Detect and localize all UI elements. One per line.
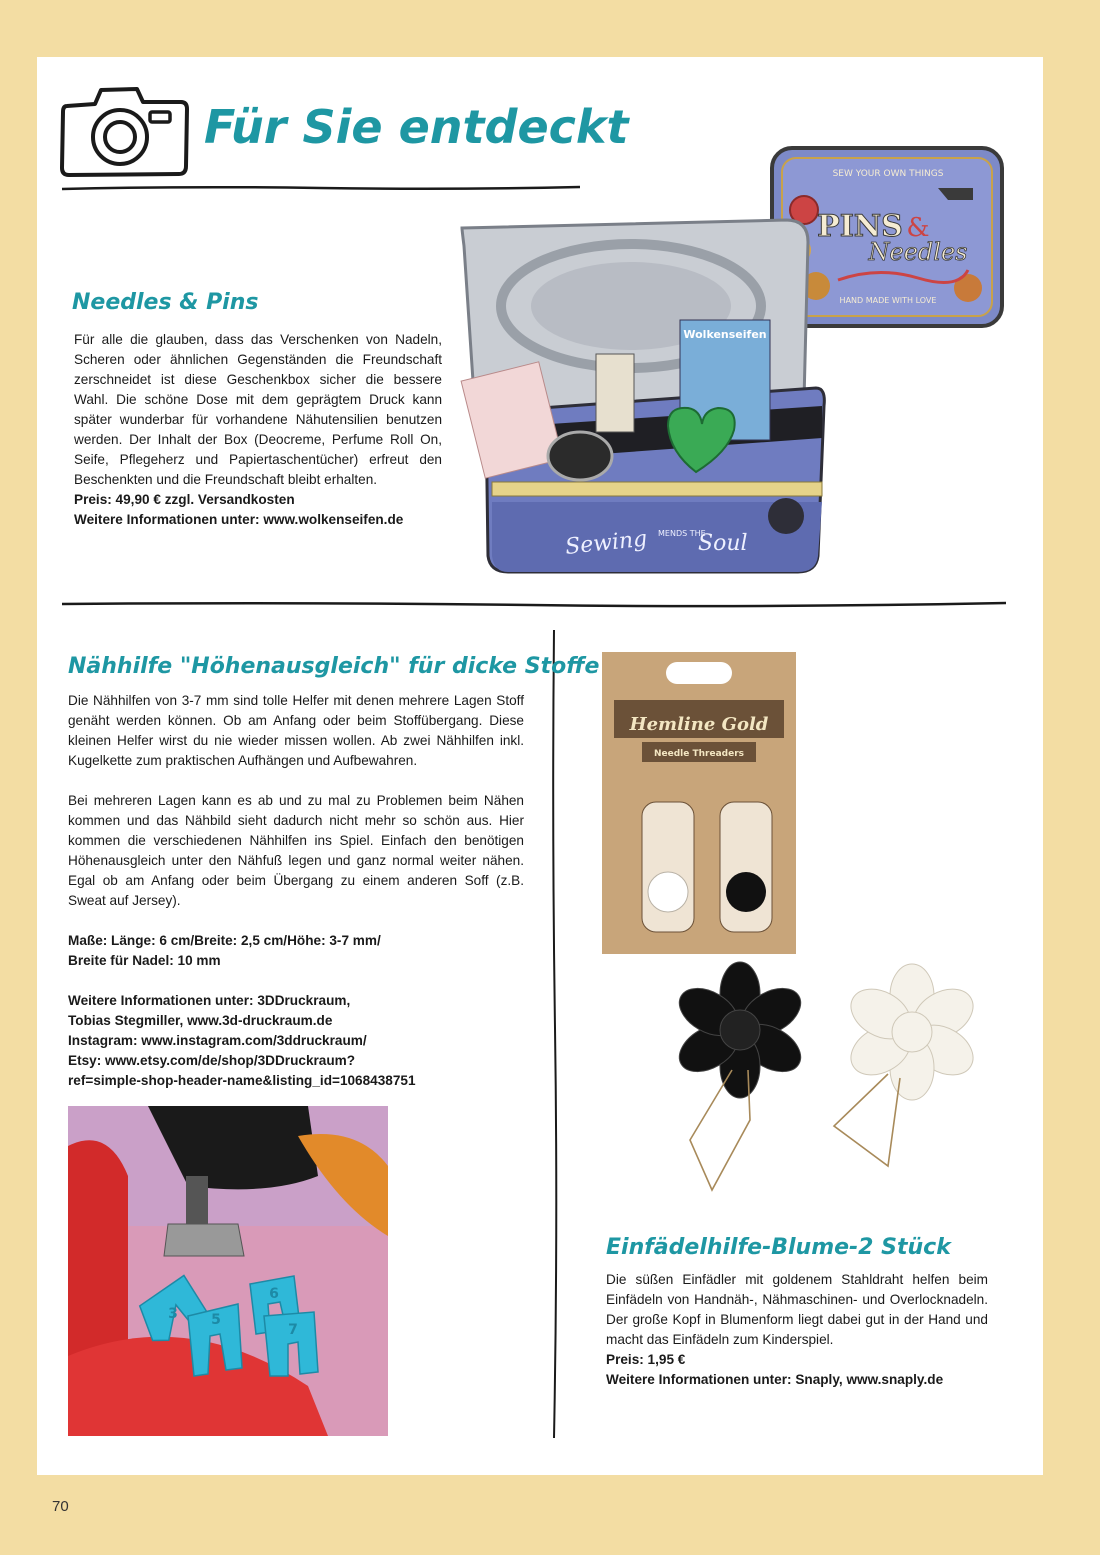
needles-pins-text — [74, 330, 442, 530]
einfaedel-info: Weitere Informationen unter: Snaply, www.snaply.de — [606, 1372, 944, 1387]
page-title: Für Sie entdeckt — [204, 100, 629, 154]
naehhilfe-info5: ref=simple-shop-header-name&listing_id=1068438751 — [68, 1073, 416, 1088]
header-rule — [60, 184, 582, 192]
column-rule — [550, 628, 558, 1440]
soap-label: Wolkenseifen — [683, 328, 767, 341]
naehhilfe-heading: Nähhilfe "Höhenausgleich" für dicke Stoffe — [68, 654, 600, 679]
package-sub: Needle Threaders — [653, 749, 745, 759]
sewing-foot-photo — [68, 1106, 388, 1436]
spacer-label-6: 6 — [269, 1286, 279, 1302]
tin-band-mid: MENDS THE — [658, 529, 706, 538]
needles-pins-info: Weitere Informationen unter: www.wolkenseifen.de — [74, 512, 404, 527]
naehhilfe-para1: Die Nähhilfen von 3-7 mm sind tolle Helfer mit denen mehrere Lagen Stoff genäht werden können. Ob am Anfang oder beim Stoffübergang. Diese kleinen Helfer wirst du nie wieder missen wollen. Ab zwei Nähhilfen inkl. Kugelkette zum praktischen Aufhängen und Aufbewahren. — [68, 693, 524, 768]
einfaedel-body: Die süßen Einfädler mit goldenem Stahldraht helfen beim Einfädeln von Handnäh-, Nähmaschinen- und Overlocknadeln. Der große Kopf in Blumenform liegt dabei gut in der Hand und macht das Einfädeln zum Kinderspiel. — [606, 1272, 988, 1347]
tin-small-line2: HAND MADE WITH LOVE — [839, 296, 937, 305]
flower-threaders-image — [650, 960, 1030, 1210]
page-number: 70 — [52, 1498, 69, 1515]
naehhilfe-para2: Bei mehreren Lagen kann es ab und zu mal zu Problemen beim Nähen kommen und das Nähbild sieht dadurch nicht mehr so schön aus. Hier kommen die verschiedenen Nähhilfen ins Spiel. Einfach den benötigen Höhenausgleich unter den Nähfuß legen und ganz normal weiter nähen. Egal ob am Anfang oder beim Übergang zu einem anderen Soff (z.B. Sweat auf Jersey). — [68, 793, 524, 908]
section-rule — [60, 600, 1008, 608]
tin-band-a: Sewing — [564, 526, 649, 560]
camera-icon — [57, 82, 192, 182]
spacer-label-7: 7 — [288, 1322, 298, 1338]
needles-pins-price: Preis: 49,90 € zzgl. Versandkosten — [74, 492, 295, 507]
tin-small-brand-a: PINS — [817, 209, 903, 244]
einfaedel-text — [606, 1270, 988, 1390]
naehhilfe-text — [68, 691, 524, 1091]
naehhilfe-info3: Instagram: www.instagram.com/3ddruckraum/ — [68, 1033, 367, 1048]
naehhilfe-info1: Weitere Informationen unter: 3DDruckraum, — [68, 993, 351, 1008]
einfaedel-heading: Einfädelhilfe-Blume-2 Stück — [606, 1235, 951, 1260]
needles-pins-heading: Needles & Pins — [72, 290, 259, 315]
needle-threader-package-image — [602, 652, 796, 954]
naehhilfe-measure2: Breite für Nadel: 10 mm — [68, 953, 221, 968]
tin-small-brand-b: Needles — [868, 238, 968, 266]
tin-small-amp: & — [906, 213, 930, 243]
spacer-label-3: 3 — [168, 1306, 178, 1322]
package-brand: Hemline Gold — [629, 714, 769, 735]
tin-band-b: Soul — [698, 531, 748, 556]
needles-pins-body: Für alle die glauben, dass das Verschenken von Nadeln, Scheren oder ähnlichen Gegenständen die Freundschaft zerschneidet ist diese Geschenkbox sicher die bessere Wahl. Die schöne Dose mit dem geprägtem Druck kann später wunderbar für vorhandene Nähutensilien benutzen werden. Der Inhalt der Box (Deocreme, Perfume Roll On, Seife, Pflegeherz und Papiertaschentücher) erfreut den Beschenkten und die Freundschaft bleibt erhalten. — [74, 332, 442, 487]
naehhilfe-info2: Tobias Stegmiller, www.3d-druckraum.de — [68, 1013, 333, 1028]
gift-tin-image — [456, 216, 828, 576]
spacer-label-5: 5 — [211, 1312, 221, 1328]
naehhilfe-measure1: Maße: Länge: 6 cm/Breite: 2,5 cm/Höhe: 3-7 mm/ — [68, 933, 381, 948]
tin-small-line1: SEW YOUR OWN THINGS — [832, 169, 944, 179]
naehhilfe-info4: Etsy: www.etsy.com/de/shop/3DDruckraum? — [68, 1053, 356, 1068]
einfaedel-price: Preis: 1,95 € — [606, 1352, 686, 1367]
